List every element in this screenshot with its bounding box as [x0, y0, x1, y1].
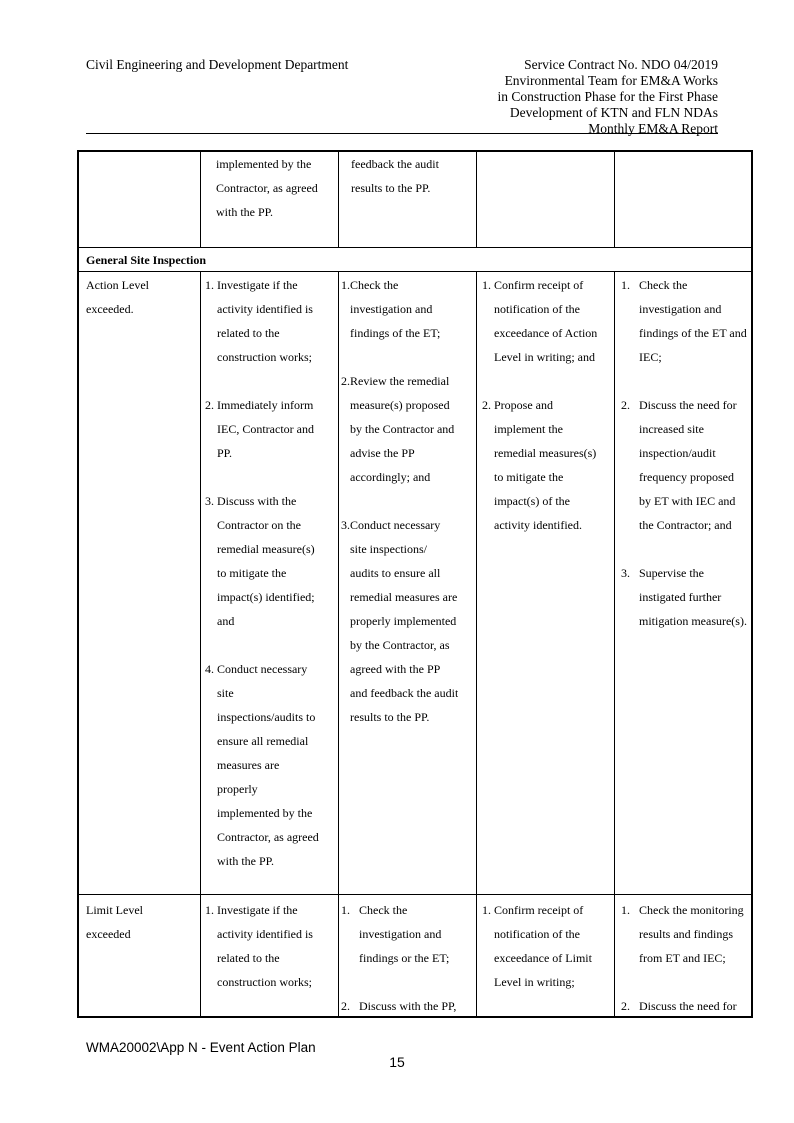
limit-col5: 1. Check the monitoring results and findings from ET and IEC; 2. Discuss the need for: [621, 903, 744, 1013]
header-line: Monthly EM&A Report: [588, 121, 718, 136]
row-divider: [79, 271, 751, 272]
header-department: Civil Engineering and Development Department: [86, 57, 349, 72]
column-divider: [200, 152, 201, 1016]
header-line: in Construction Phase for the First Phase: [497, 89, 718, 104]
section-row: [79, 248, 751, 271]
column-divider: [338, 152, 339, 1016]
limit-col2: 1. Investigate if the activity identified is related to the construction works;: [205, 903, 313, 989]
continuation-col2: implemented by the Contractor, as agreed with the PP.: [216, 157, 318, 219]
header-line: Service Contract No. NDO 04/2019: [524, 57, 718, 72]
action-contractor2-col: 1. Confirm receipt of notification of the exceedance of Action Level in writing; and 2. Propose and implement the remedial measures(s) to mitigate the impact(s) of the activity identified.: [482, 278, 598, 532]
row-divider: [79, 894, 751, 895]
limit-event: Limit Level exceeded: [86, 903, 143, 941]
action-event: Action Level exceeded.: [86, 278, 149, 316]
header-rule: [86, 133, 718, 134]
action-pp-col: 1. Check the investigation and findings of the ET and IEC; 2. Discuss the need for increased site inspection/audit frequency proposed by ET with IEC and the Contractor; and 3. Supervise the instigated further mitigation measure(s).: [621, 278, 747, 628]
header-line: Development of KTN and FLN NDAs: [509, 105, 718, 120]
section-title: General Site Inspection: [86, 253, 206, 267]
column-divider: [614, 152, 615, 1016]
limit-col4: 1. Confirm receipt of notification of the exceedance of Limit Level in writing;: [482, 903, 592, 989]
event-action-table: [77, 150, 753, 1018]
header-line: Environmental Team for EM&A Works: [504, 73, 718, 88]
limit-col3: 1. Check the investigation and findings or the ET; 2. Discuss with the PP,: [341, 903, 457, 1013]
action-iec-col: 1.Check the investigation and findings of the ET; 2.Review the remedial measure(s) proposed by the Contractor and advise the PP accordingly; and 3.Conduct necessary site inspections/ audits to ensure all remedial measures are properly implemented by the Contractor, as agreed with the PP and feedback the audit results to the PP.: [341, 278, 459, 724]
action-contractor-col: 1. Investigate if the activity identified is related to the construction works; 2. Immediately inform IEC, Contractor and PP. 3. Discuss with the Contractor on the remedial measure(s) to mitigate the impact(s) identified; and 4. Conduct necessary site inspections/audits to ensure all remedial measures are properly implemented by the Contractor, as agreed with the PP.: [205, 278, 319, 868]
page-number: 15: [389, 1054, 405, 1070]
column-divider: [476, 152, 477, 1016]
footer-doc-ref: WMA20002\App N - Event Action Plan: [86, 1040, 316, 1055]
continuation-col3: feedback the audit results to the PP.: [351, 157, 439, 195]
header-contract-info: [418, 57, 718, 137]
